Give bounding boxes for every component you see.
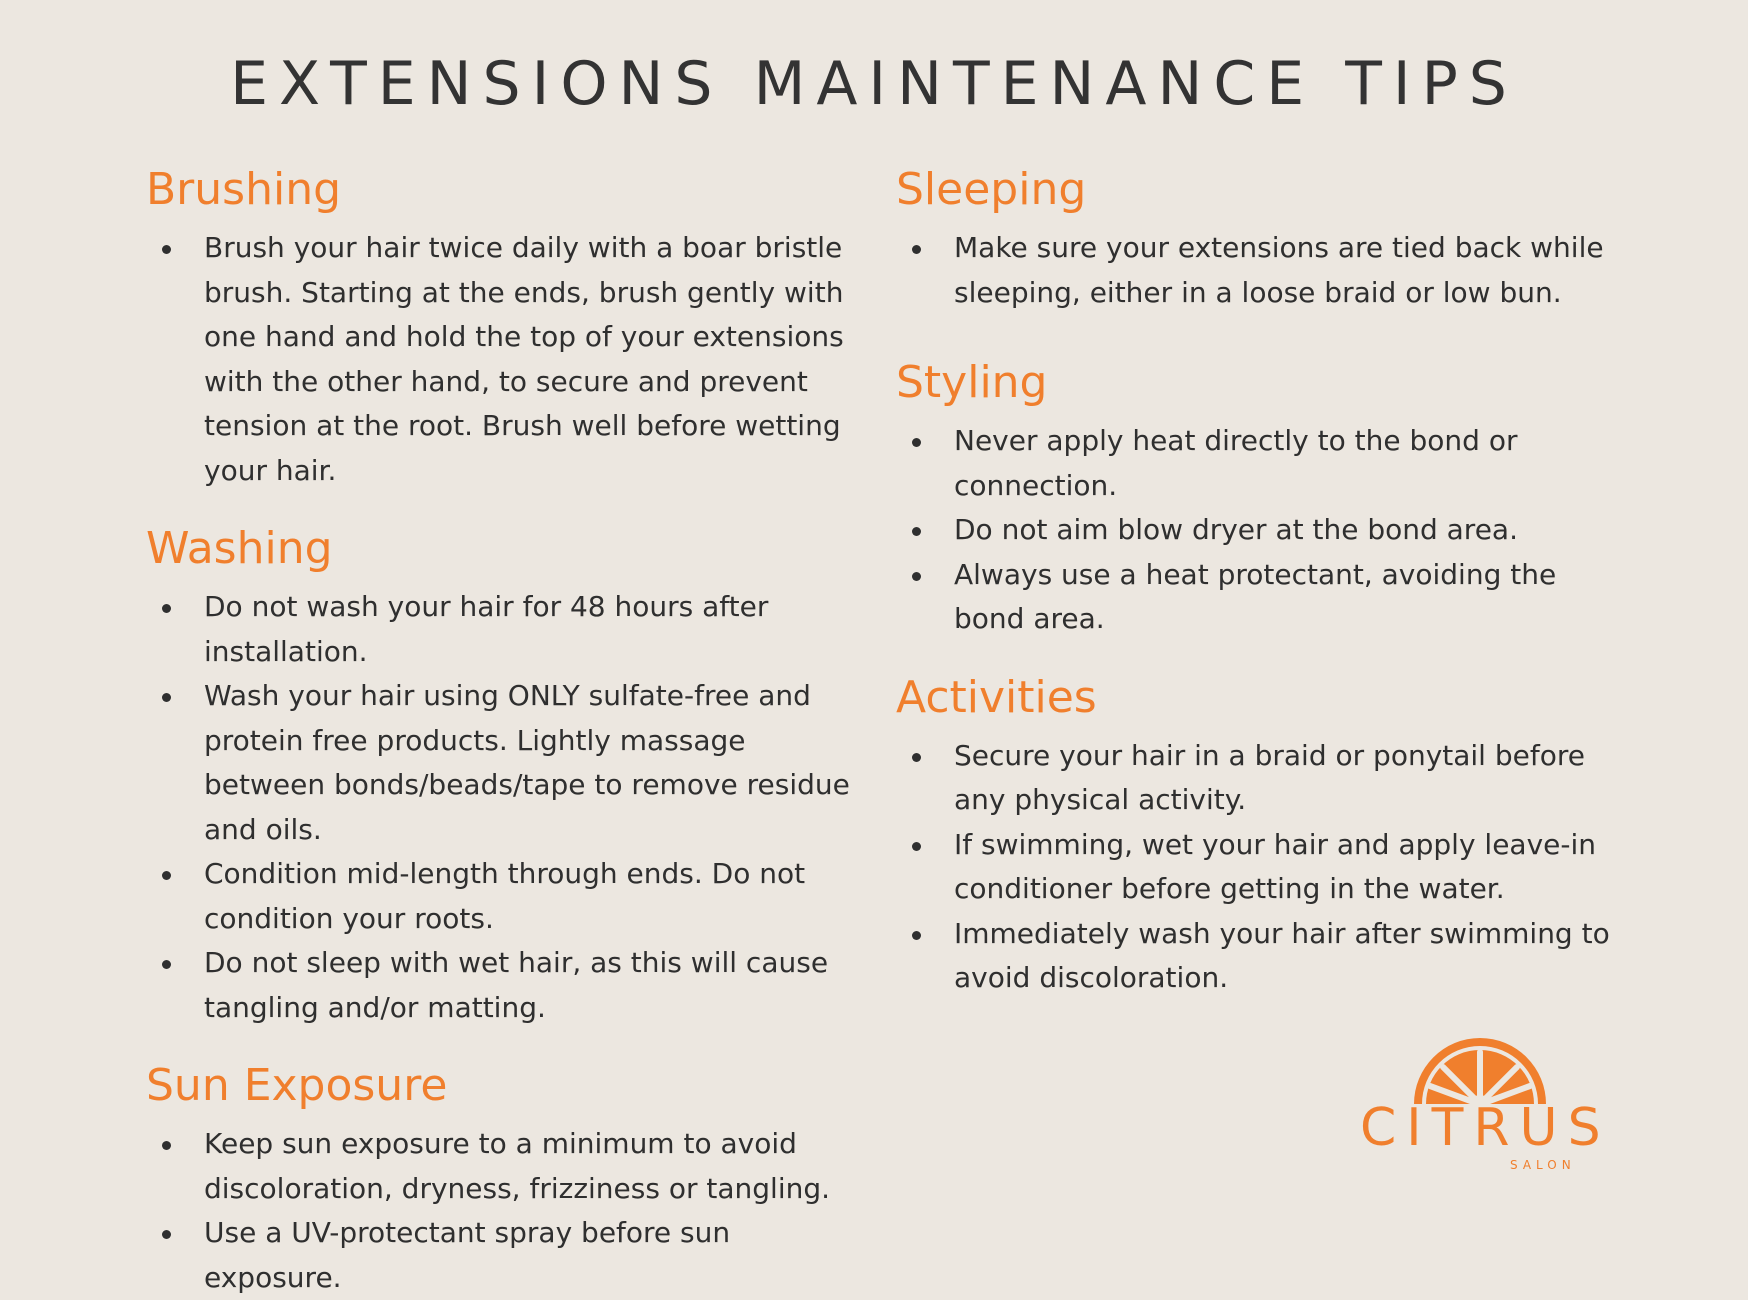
section-heading: Washing (146, 523, 333, 574)
section-activities (896, 668, 1616, 1001)
left-column (146, 160, 866, 1300)
tip-item: Always use a heat protectant, avoiding the bond area. (896, 553, 1616, 642)
page-title: EXTENSIONS MAINTENANCE TIPS (230, 49, 1518, 119)
tip-item: Never apply heat directly to the bond or connection. (896, 419, 1616, 508)
section-heading: Sleeping (896, 164, 1087, 215)
tip-item: Wash your hair using ONLY sulfate-free and protein free products. Lightly massage between bonds/beads/tape to remove residue and oils. (146, 674, 866, 852)
tip-list (146, 585, 866, 1030)
tip-item: Do not aim blow dryer at the bond area. (896, 508, 1616, 553)
section-styling (896, 353, 1616, 642)
tip-list (146, 1122, 866, 1300)
tip-item: Immediately wash your hair after swimming to avoid discoloration. (896, 912, 1616, 1001)
tip-list (146, 226, 866, 493)
citrus-salon-logo (1360, 1030, 1611, 1180)
tip-item: Brush your hair twice daily with a boar bristle brush. Starting at the ends, brush gently with one hand and hold the top of your extensions with the other hand, to secure and prevent tension at the root. Brush well before wetting your hair. (146, 226, 866, 493)
section-heading: Brushing (146, 164, 342, 215)
section-sun-exposure (146, 1056, 866, 1300)
logo-subtitle: SALON (1510, 1158, 1576, 1172)
section-sleeping (896, 160, 1616, 315)
section-washing (146, 519, 866, 1030)
tip-item: Use a UV-protectant spray before sun exposure. (146, 1211, 866, 1300)
tip-item: Condition mid-length through ends. Do not condition your roots. (146, 852, 866, 941)
section-heading: Styling (896, 357, 1048, 408)
tip-item: Keep sun exposure to a minimum to avoid discoloration, dryness, frizziness or tangling. (146, 1122, 866, 1211)
section-heading: Sun Exposure (146, 1060, 448, 1111)
section-brushing (146, 160, 866, 493)
tip-list (896, 734, 1616, 1001)
right-column (896, 160, 1616, 1001)
tip-item: Do not wash your hair for 48 hours after installation. (146, 585, 866, 674)
tip-list (896, 419, 1616, 642)
tip-item: If swimming, wet your hair and apply leave-in conditioner before getting in the water. (896, 823, 1616, 912)
tip-list (896, 226, 1616, 315)
tip-item: Secure your hair in a braid or ponytail before any physical activity. (896, 734, 1616, 823)
orange-slice-icon (1360, 1030, 1600, 1106)
section-heading: Activities (896, 671, 1097, 723)
logo-wordmark: CITRUS (1360, 1098, 1611, 1158)
tip-item: Do not sleep with wet hair, as this will cause tangling and/or matting. (146, 941, 866, 1030)
tip-item: Make sure your extensions are tied back while sleeping, either in a loose braid or low bun. (896, 226, 1616, 315)
